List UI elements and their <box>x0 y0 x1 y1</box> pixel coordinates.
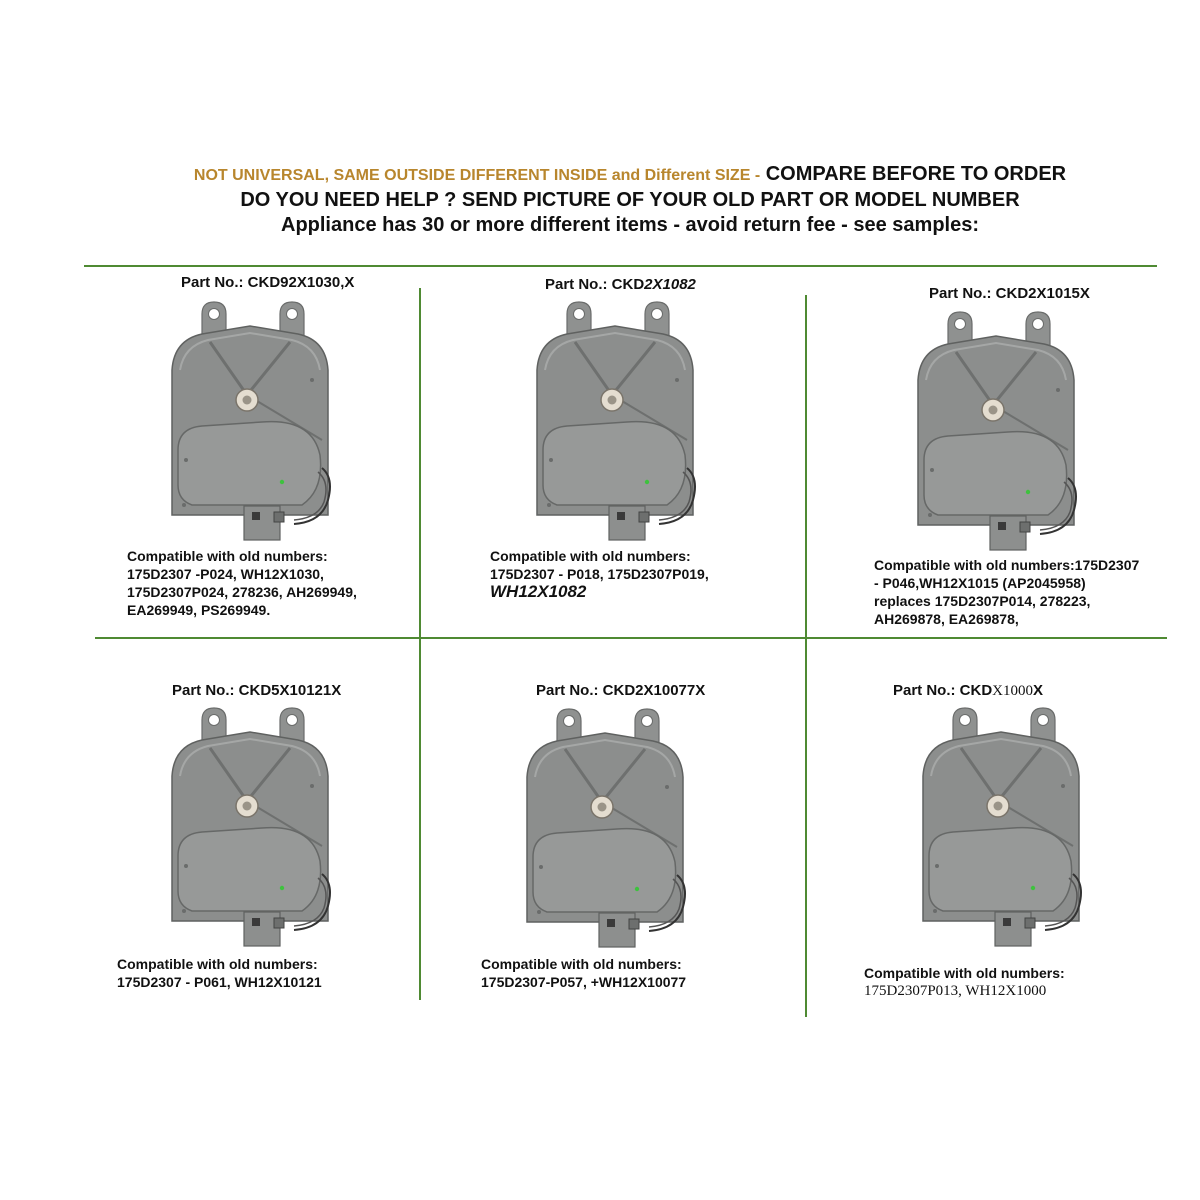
compat-block-2: Compatible with old numbers: 175D2307 - P018, 175D2307P019, WH12X1082 <box>490 548 709 601</box>
middle-divider <box>95 637 1167 639</box>
column-divider-2 <box>805 295 807 1017</box>
warning-text: NOT UNIVERSAL, SAME OUTSIDE DIFFERENT INSIDE and Different SIZE - <box>193 167 761 184</box>
compat-block-6: Compatible with old numbers: 175D2307P013, WH12X1000 <box>864 965 1065 999</box>
header <box>0 162 1200 238</box>
part-label-3: Part No.: CKD2X1015X <box>929 285 1090 302</box>
header-line-1 <box>0 162 1200 188</box>
compat-block-5: Compatible with old numbers: 175D2307-P057, +WH12X10077 <box>481 956 687 990</box>
compare-text: COMPARE BEFORE TO ORDER <box>760 163 1067 185</box>
timer-image-1 <box>162 300 337 545</box>
timer-image-6 <box>913 706 1088 951</box>
part-label-2: Part No.: CKD2X1082 <box>545 276 696 293</box>
header-line-3: Appliance has 30 or more different items - avoid return fee - see samples: <box>281 214 979 236</box>
top-divider <box>84 265 1157 267</box>
timer-image-3 <box>908 310 1083 555</box>
timer-image-5 <box>517 707 692 952</box>
compat-block-1: Compatible with old numbers: 175D2307 -P024, WH12X1030, 175D2307P024, 278236, AH269949, EA269949, PS269949. <box>127 548 357 618</box>
timer-image-2 <box>527 300 702 545</box>
column-divider-1 <box>419 288 421 1000</box>
part-label-6: Part No.: CKDX1000X <box>893 682 1044 699</box>
part-label-5: Part No.: CKD2X10077X <box>536 682 706 699</box>
header-line-2: DO YOU NEED HELP ? SEND PICTURE OF YOUR OLD PART OR MODEL NUMBER <box>240 189 1020 211</box>
part-label-4: Part No.: CKD5X10121X <box>172 682 342 699</box>
timer-image-4 <box>162 706 337 951</box>
part-label-1: Part No.: CKD92X1030,X <box>181 274 355 291</box>
compat-block-4: Compatible with old numbers: 175D2307 - P061, WH12X10121 <box>117 956 322 990</box>
compat-block-3: Compatible with old numbers:175D2307 - P046,WH12X1015 (AP2045958) replaces 175D2307P014, 278223, AH269878, EA269878, <box>874 557 1140 627</box>
